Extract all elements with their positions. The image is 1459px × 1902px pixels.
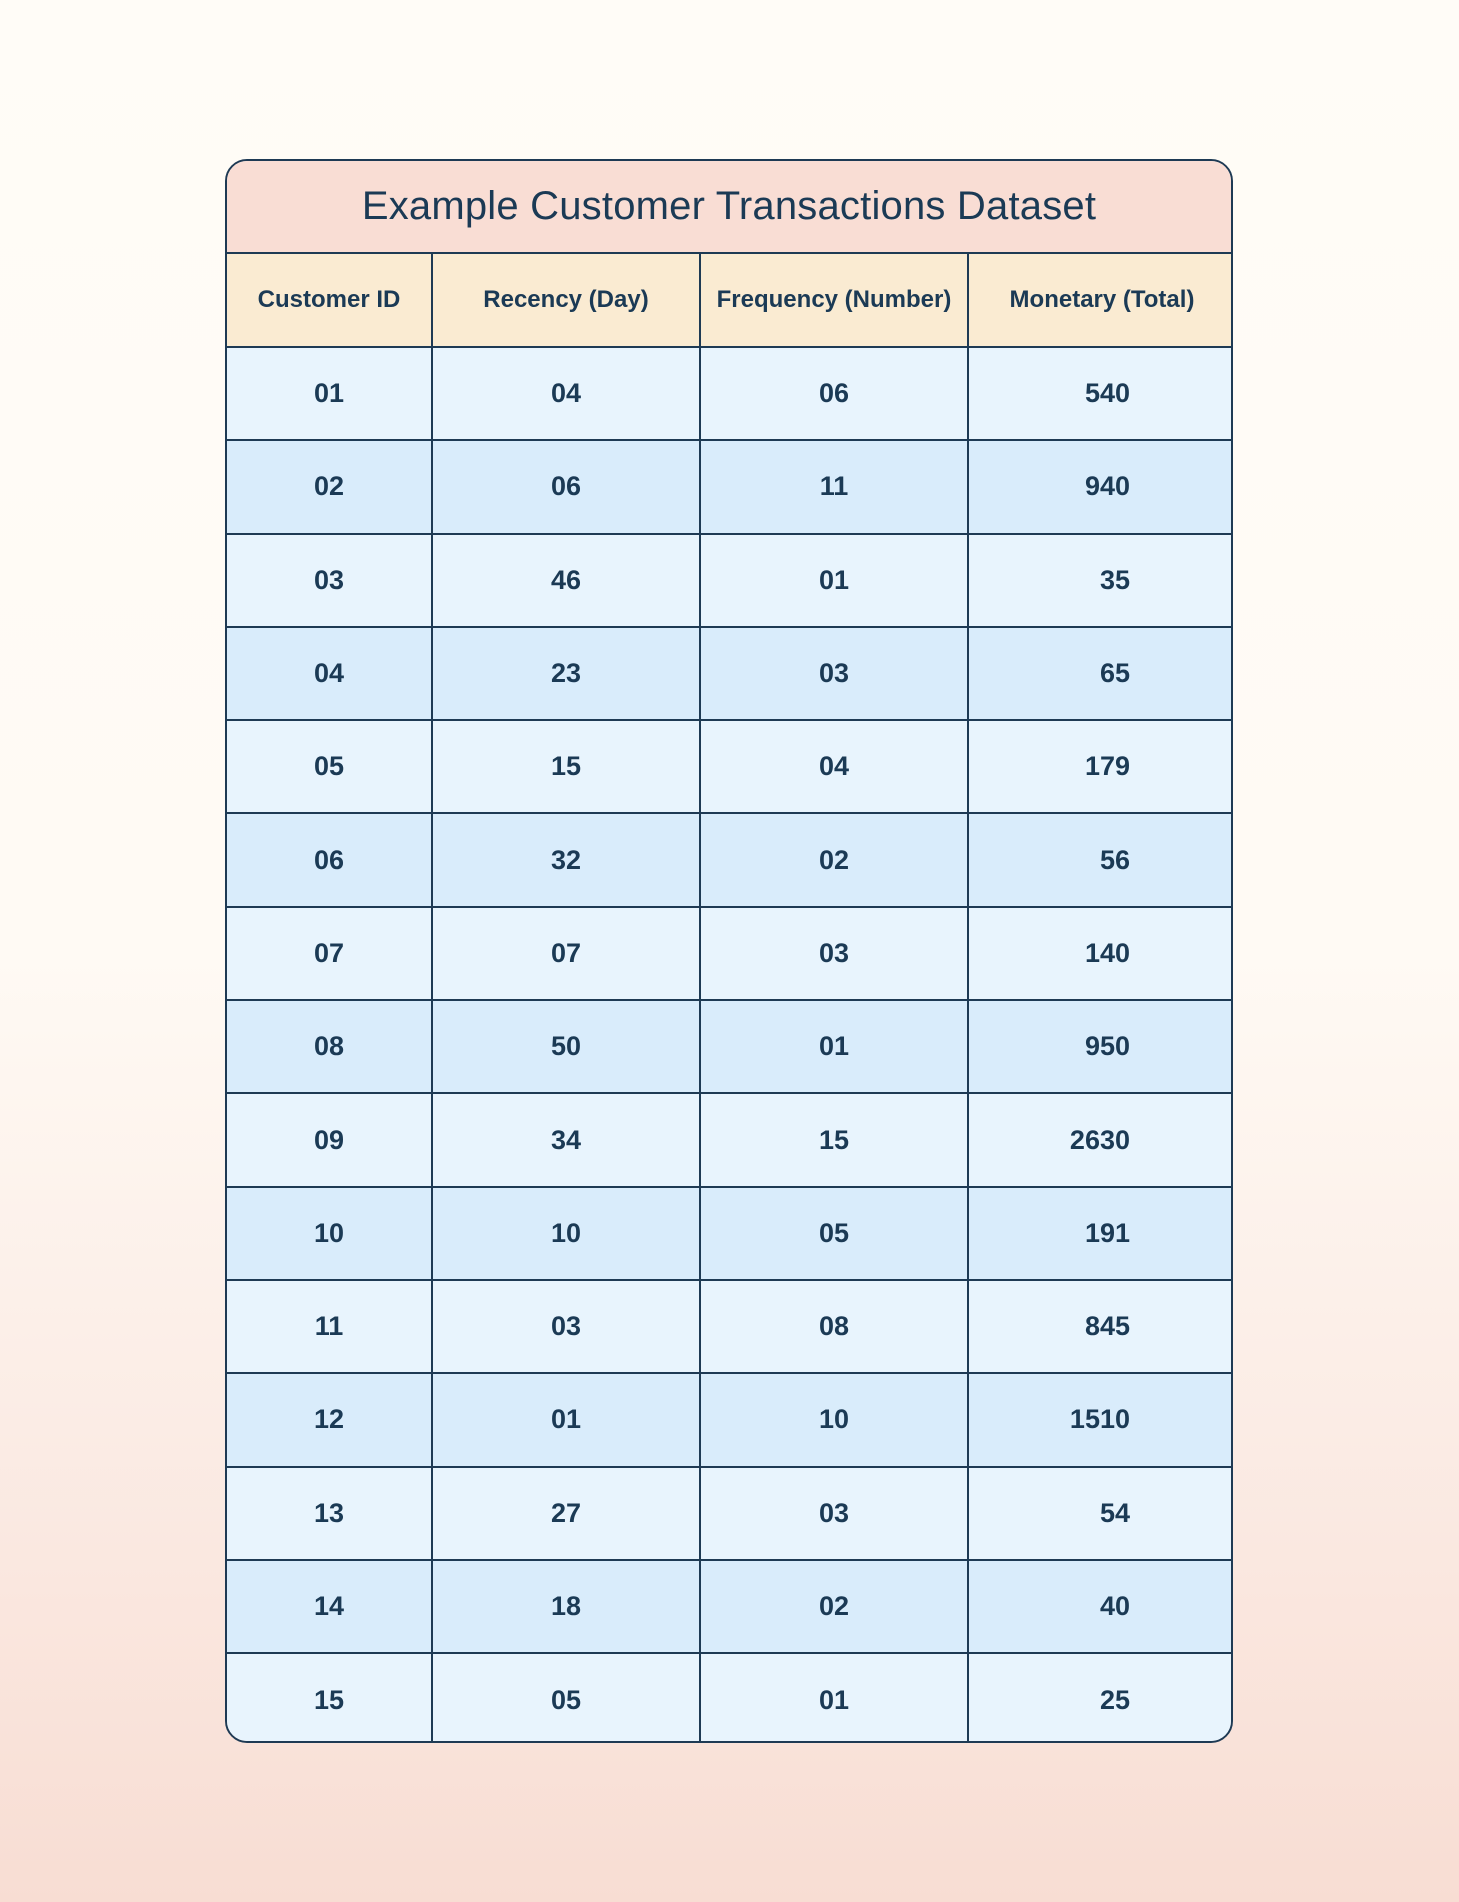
cell-recency: 03 (432, 1280, 700, 1373)
table-row (227, 347, 1233, 440)
cell-frequency: 02 (700, 813, 968, 906)
cell-recency: 18 (432, 1560, 700, 1653)
cell-monetary: 40 (968, 1560, 1233, 1653)
table-row (227, 1560, 1233, 1653)
header-monetary: Monetary (Total) (968, 254, 1233, 347)
cell-monetary: 191 (968, 1187, 1233, 1280)
table-body (227, 347, 1233, 1743)
cell-recency: 06 (432, 440, 700, 533)
cell-frequency: 15 (700, 1093, 968, 1186)
cell-monetary: 2630 (968, 1093, 1233, 1186)
cell-frequency: 01 (700, 534, 968, 627)
cell-frequency: 11 (700, 440, 968, 533)
cell-recency: 10 (432, 1187, 700, 1280)
cell-customer-id: 04 (227, 627, 432, 720)
cell-recency: 07 (432, 907, 700, 1000)
table-row (227, 627, 1233, 720)
cell-monetary: 35 (968, 534, 1233, 627)
header-row (227, 254, 1233, 347)
table-title: Example Customer Transactions Dataset (361, 184, 1097, 228)
cell-customer-id: 13 (227, 1467, 432, 1560)
cell-monetary: 65 (968, 627, 1233, 720)
cell-monetary: 950 (968, 1000, 1233, 1093)
cell-frequency: 05 (700, 1187, 968, 1280)
table-row (227, 440, 1233, 533)
transactions-table (227, 254, 1233, 1743)
cell-monetary: 25 (968, 1653, 1233, 1743)
table-row (227, 1373, 1233, 1466)
table-row (227, 534, 1233, 627)
cell-frequency: 06 (700, 347, 968, 440)
cell-customer-id: 12 (227, 1373, 432, 1466)
title-bar (227, 161, 1231, 254)
table-row (227, 1653, 1233, 1743)
cell-frequency: 02 (700, 1560, 968, 1653)
cell-recency: 32 (432, 813, 700, 906)
cell-recency: 34 (432, 1093, 700, 1186)
cell-monetary: 540 (968, 347, 1233, 440)
cell-monetary: 56 (968, 813, 1233, 906)
cell-monetary: 1510 (968, 1373, 1233, 1466)
cell-customer-id: 07 (227, 907, 432, 1000)
header-customer-id: Customer ID (227, 254, 432, 347)
cell-recency: 01 (432, 1373, 700, 1466)
cell-frequency: 03 (700, 627, 968, 720)
table-row (227, 813, 1233, 906)
cell-recency: 15 (432, 720, 700, 813)
cell-frequency: 01 (700, 1000, 968, 1093)
table-row (227, 720, 1233, 813)
cell-recency: 23 (432, 627, 700, 720)
cell-recency: 04 (432, 347, 700, 440)
cell-customer-id: 05 (227, 720, 432, 813)
cell-customer-id: 09 (227, 1093, 432, 1186)
cell-customer-id: 01 (227, 347, 432, 440)
table-row (227, 1093, 1233, 1186)
cell-monetary: 54 (968, 1467, 1233, 1560)
header-recency: Recency (Day) (432, 254, 700, 347)
table-row (227, 1000, 1233, 1093)
cell-customer-id: 02 (227, 440, 432, 533)
table-row (227, 907, 1233, 1000)
cell-frequency: 10 (700, 1373, 968, 1466)
header-frequency: Frequency (Number) (700, 254, 968, 347)
cell-customer-id: 10 (227, 1187, 432, 1280)
table-row (227, 1467, 1233, 1560)
cell-recency: 46 (432, 534, 700, 627)
cell-frequency: 01 (700, 1653, 968, 1743)
table-row (227, 1187, 1233, 1280)
cell-frequency: 03 (700, 1467, 968, 1560)
cell-recency: 50 (432, 1000, 700, 1093)
cell-customer-id: 06 (227, 813, 432, 906)
cell-monetary: 140 (968, 907, 1233, 1000)
cell-customer-id: 15 (227, 1653, 432, 1743)
dataset-table-card (225, 159, 1233, 1743)
table-row (227, 1280, 1233, 1373)
cell-frequency: 08 (700, 1280, 968, 1373)
cell-monetary: 179 (968, 720, 1233, 813)
cell-recency: 05 (432, 1653, 700, 1743)
cell-customer-id: 14 (227, 1560, 432, 1653)
cell-monetary: 940 (968, 440, 1233, 533)
cell-customer-id: 08 (227, 1000, 432, 1093)
cell-customer-id: 03 (227, 534, 432, 627)
cell-customer-id: 11 (227, 1280, 432, 1373)
cell-frequency: 04 (700, 720, 968, 813)
cell-recency: 27 (432, 1467, 700, 1560)
cell-frequency: 03 (700, 907, 968, 1000)
cell-monetary: 845 (968, 1280, 1233, 1373)
